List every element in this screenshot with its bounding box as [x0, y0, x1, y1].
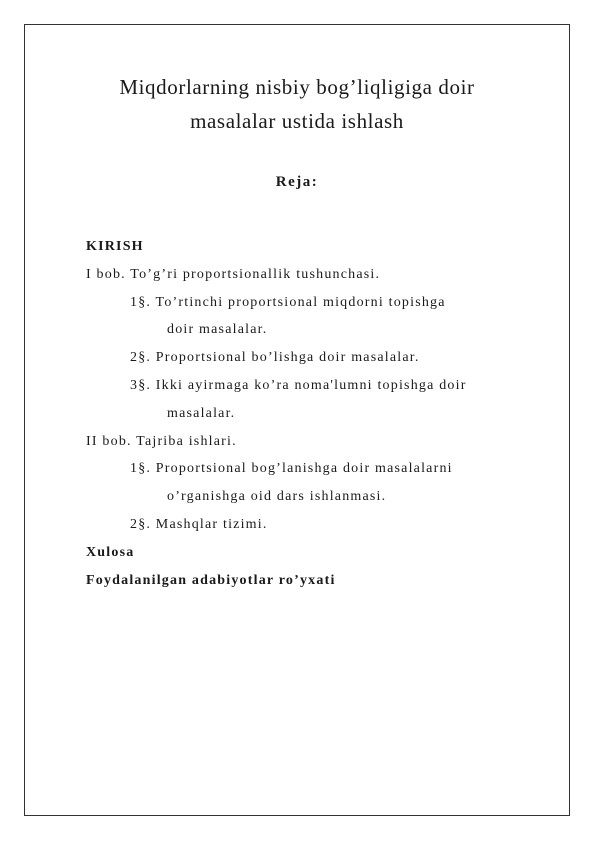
document-title: [24, 70, 570, 138]
plan-heading: Reja:: [275, 174, 319, 190]
title-line-2: masalalar ustida ishlash: [190, 109, 404, 133]
toc-ch2-section-1: 1§. Proportsional bog’lanishga doir masalalarni: [130, 461, 453, 477]
toc-ch1-section-3: 3§. Ikki ayirmaga ko’ra noma'lumni topishga doir: [130, 377, 467, 393]
toc-conclusion: Xulosa: [86, 544, 135, 560]
toc-references: Foydalanilgan adabiyotlar ro’yxati: [86, 572, 336, 588]
toc-ch2-section-2: 2§. Mashqlar tizimi.: [130, 516, 268, 532]
toc-ch1-section-1-cont: doir masalalar.: [167, 322, 268, 338]
table-of-contents: [86, 233, 546, 594]
toc-intro: KIRISH: [86, 239, 144, 254]
toc-ch1-section-2: 2§. Proportsional bo’lishga doir masalalar.: [130, 350, 420, 366]
toc-ch1-section-3-cont: masalalar.: [167, 405, 236, 421]
toc-ch2-section-1-cont: o’rganishga oid dars ishlanmasi.: [167, 489, 387, 505]
toc-chapter-1: I bob. To’g’ri proportsionallik tushunchasi.: [86, 266, 381, 282]
toc-ch1-section-1: 1§. To’rtinchi proportsional miqdorni topishga: [130, 294, 446, 310]
toc-chapter-2: II bob. Tajriba ishlari.: [86, 433, 237, 449]
title-line-1: Miqdorlarning nisbiy bog’liqligiga doir: [119, 75, 475, 99]
